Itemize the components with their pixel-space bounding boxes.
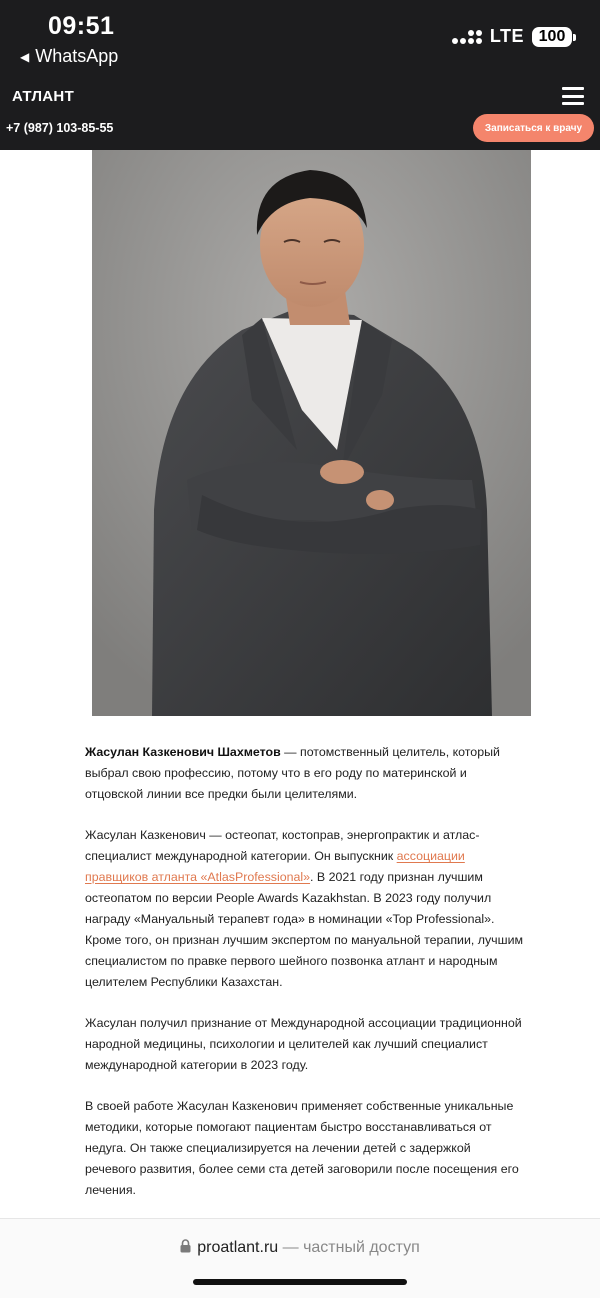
signal-icon: [452, 30, 482, 44]
lock-icon: [180, 1239, 191, 1258]
paragraph-methods: В своей работе Жасулан Казкенович применяет собственные уникальные методики, которые помогают пациентам быстро восстанавливаться от недуга. Он также специализируется на лечении детей с задержкой речевого развития, более семи ста детей заговорили после посещения его лечения.: [85, 1099, 519, 1197]
doctor-name: Жасулан Казкенович Шахметов: [85, 745, 281, 759]
url-suffix: — частный доступ: [278, 1239, 420, 1256]
brand-logo[interactable]: АТЛАНТ: [12, 88, 75, 105]
browser-url-bar[interactable]: [0, 1218, 600, 1298]
battery-icon: 100: [532, 27, 572, 47]
paragraph-intro: Жасулан Казкенович Шахметов — потомственный целитель, который выбрал свою профессию, потому что в его роду по материнской и отцовской линии все предки были целителями.: [85, 745, 500, 801]
hamburger-menu-icon[interactable]: [562, 87, 584, 105]
association-link[interactable]: ассоциации правщиков атланта «AtlasProfessional»: [85, 849, 465, 884]
url-domain: proatlant.ru: [197, 1239, 279, 1256]
back-arrow-icon: ◀: [20, 49, 30, 64]
back-app-label: WhatsApp: [35, 46, 119, 66]
network-type: LTE: [489, 26, 524, 46]
status-bar: [0, 0, 600, 82]
paragraph-recognition: Жасулан получил признание от Международной ассоциации традиционной народной медицины, психологии и целителей как лучший специалист международной категории в 2023 году.: [85, 1016, 522, 1072]
doctor-portrait-photo: [92, 150, 531, 716]
url-display[interactable]: [0, 1239, 600, 1258]
back-to-app-button[interactable]: [20, 46, 118, 67]
site-header: [0, 82, 600, 150]
phone-link[interactable]: +7 (987) 103-85-55: [6, 121, 114, 135]
system-indicators: [452, 26, 572, 47]
paragraph-credentials: Жасулан Казкенович — остеопат, костоправ, энергопрактик и атлас-специалист международной категории. Он выпускник ассоциации правщиков атланта «AtlasProfessional». В 2021 году признан лучшим остеопатом по версии People Awards Kazakhstan. В 2023 году получил награду «Мануальный терапевт года» в номинации «Top Professional». Кроме того, он признан лучшим экспертом по мануальной терапии, лучшим специалистом по правке первого шейного позвонка атлант и народным целителем Республики Казахстан.: [85, 828, 524, 989]
book-appointment-button[interactable]: Записаться к врачу: [473, 114, 594, 142]
article-body: [85, 742, 525, 1221]
home-indicator[interactable]: [193, 1279, 407, 1285]
status-time: 09:51: [48, 12, 115, 40]
